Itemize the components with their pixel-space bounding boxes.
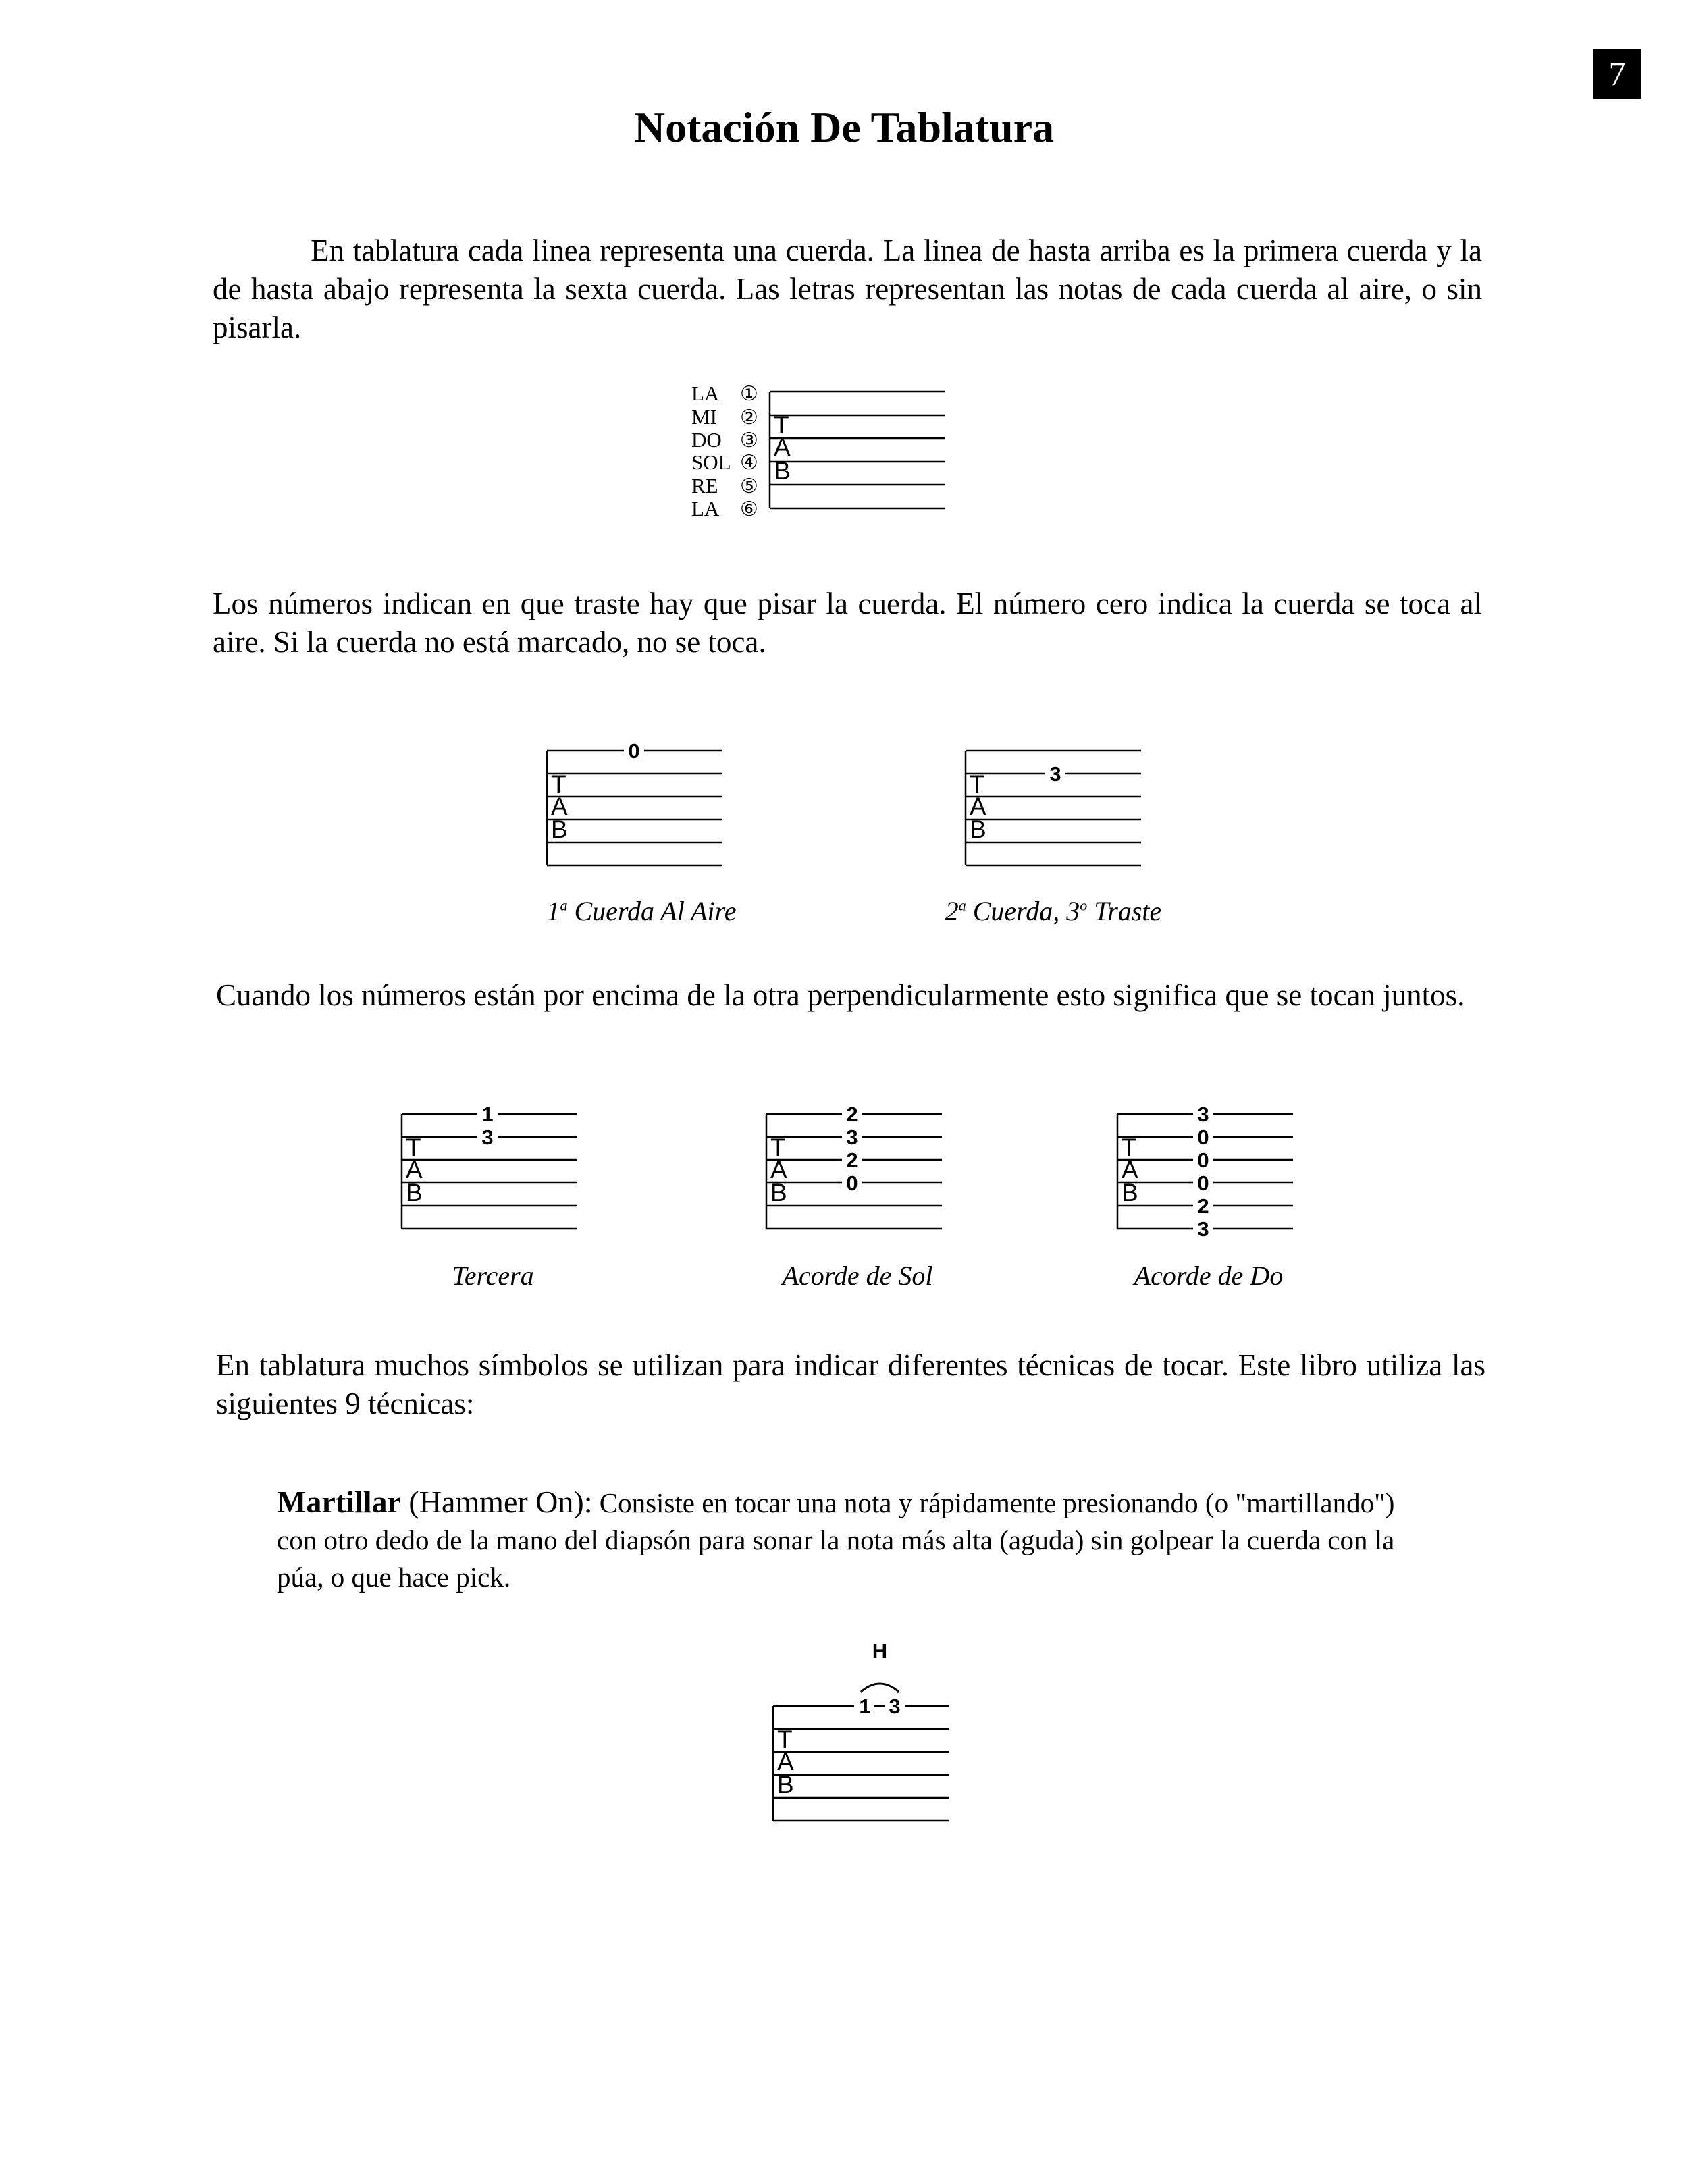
- tab-letter-t: T: [777, 1726, 793, 1753]
- together-paragraph: Cuando los números están por encima de la otra perpendicularmente esto significa que se tocan juntos.: [216, 978, 1465, 1012]
- fret-number: 0: [1197, 1171, 1209, 1195]
- fret-number: 2: [846, 1102, 858, 1126]
- page-title: Notación De Tablatura: [633, 103, 1055, 151]
- tab-letter-b: B: [551, 816, 568, 843]
- tab-letter-a: A: [770, 1156, 787, 1183]
- fret-number: 3: [1197, 1102, 1209, 1126]
- caption-open-string: 1$^a$ Cuerda Al Aire: [546, 896, 737, 926]
- fret-number: 0: [628, 739, 640, 763]
- legend-number-6: ⑥: [740, 498, 758, 521]
- legend-string-numbers: [740, 382, 758, 521]
- legend-number-2: ②: [740, 406, 758, 429]
- legend-note-4: SOL: [691, 450, 731, 474]
- technique-name: Martillar: [277, 1485, 401, 1519]
- fret-number: 3: [481, 1125, 494, 1149]
- legend-note-names: [691, 381, 731, 521]
- tab-letter-b: B: [406, 1179, 423, 1206]
- intro-paragraph: En tablatura cada linea representa una cuerda. La linea de hasta arriba es la primera cuerda y la de hasta abajo representa la sexta cuerda. Las letras representan las notas de cada cuerda al aire, o sin pisarla.: [213, 234, 1482, 344]
- tab-letter-t: T: [406, 1134, 421, 1161]
- caption-second-string-third-fret: 2$^a$ Cuerda, 3$^o$ Traste: [945, 896, 1162, 926]
- tab-letter-b: B: [777, 1771, 794, 1799]
- tab-letter-a: A: [774, 433, 791, 461]
- tab-letter-a: A: [406, 1156, 423, 1183]
- tab-example-tercera: [395, 1099, 598, 1248]
- fret-number: 0: [846, 1171, 858, 1195]
- tab-letter-t: T: [1122, 1134, 1137, 1161]
- legend-number-1: ①: [740, 382, 758, 406]
- fret-number: 1: [481, 1102, 494, 1126]
- string-legend-diagram: [675, 378, 959, 527]
- caption-acorde-do: Acorde de Do: [1134, 1260, 1284, 1291]
- tab-letter-b: B: [1122, 1179, 1138, 1206]
- tab-example-open-string: [540, 736, 743, 884]
- tab-letter-t: T: [770, 1134, 786, 1161]
- legend-note-1: LA: [691, 381, 720, 405]
- tab-letter-a: A: [551, 793, 568, 820]
- tab-letter-a: A: [777, 1748, 794, 1776]
- frets-paragraph: Los números indican en que traste hay que pisar la cuerda. El número cero indica la cuerda se toca al aire. Si la cuerda no está marcado, no se toca.: [213, 587, 1482, 659]
- fret-number: 2: [1197, 1194, 1209, 1218]
- legend-staff: [770, 392, 945, 508]
- fret-number: 0: [1197, 1148, 1209, 1172]
- fret-number: 0: [1197, 1125, 1209, 1149]
- technique-english: (Hammer On):: [400, 1485, 593, 1519]
- fret-number: 3: [846, 1125, 858, 1149]
- tab-example-acorde-do: [1111, 1099, 1313, 1248]
- techniques-paragraph: En tablatura muchos símbolos se utilizan para indicar diferentes técnicas de tocar. Este libro utiliza las siguientes 9 técnicas:: [216, 1348, 1485, 1420]
- hammer-symbol: H: [872, 1639, 888, 1663]
- tab-letter-t: T: [970, 770, 985, 798]
- technique-description: Consiste en tocar una nota y rápidamente presionando (o "martillando") con otro dedo de la mano del diapsón para sonar la nota más alta (aguda) sin golpear la cuerda con la púa, o que hace pick.: [277, 1487, 1395, 1593]
- legend-number-3: ③: [740, 429, 758, 452]
- fret-number: 3: [1049, 762, 1061, 786]
- tab-letter-t: T: [551, 770, 566, 798]
- legend-note-5: RE: [691, 474, 718, 498]
- legend-number-5: ⑤: [740, 475, 758, 498]
- page-number: 7: [1593, 49, 1641, 99]
- slur-arc: [861, 1684, 899, 1692]
- tab-letter-b: B: [970, 816, 986, 843]
- tab-letter-t: T: [774, 411, 789, 439]
- caption-acorde-sol: Acorde de Sol: [782, 1260, 933, 1291]
- tab-example-hammer-on: [766, 1634, 982, 1836]
- legend-number-4: ④: [740, 451, 758, 475]
- tab-letter-b: B: [774, 457, 791, 485]
- legend-note-3: DO: [691, 428, 722, 452]
- tab-example-second-string-third-fret: [959, 736, 1161, 884]
- fret-number: 1: [859, 1695, 871, 1718]
- tab-letter-a: A: [1122, 1156, 1138, 1183]
- tab-letter-b: B: [770, 1179, 787, 1206]
- legend-note-6: LA: [691, 497, 720, 521]
- tab-example-acorde-sol: [760, 1099, 962, 1248]
- tab-letter-a: A: [970, 793, 986, 820]
- technique-hammer-on: [277, 1483, 1425, 1596]
- fret-number: 3: [889, 1695, 901, 1718]
- caption-tercera: Tercera: [452, 1260, 534, 1291]
- legend-note-2: MI: [691, 405, 717, 429]
- fret-number: 2: [846, 1148, 858, 1172]
- fret-number: 3: [1197, 1217, 1209, 1241]
